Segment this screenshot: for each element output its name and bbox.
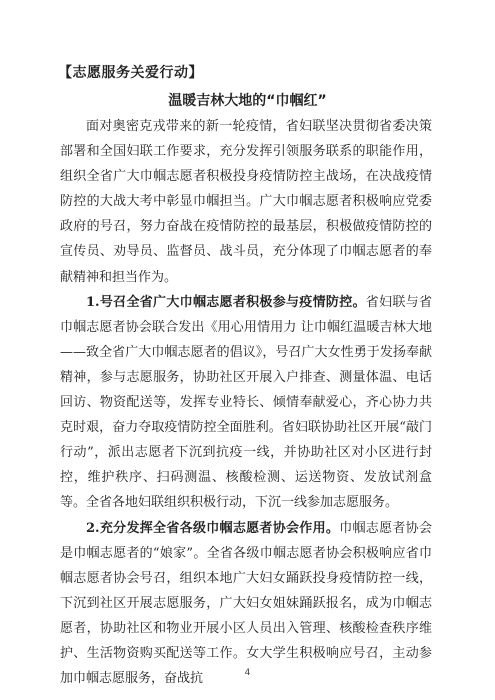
document-body bbox=[60, 114, 432, 691]
point-text-2: 巾帼志愿者协会是巾帼志愿者的“娘家”。全省各级巾帼志愿者协会积极响应省巾帼志愿者协会号召，组织本地广大妇女踊跃投身疫情防控一线，下沉到社区开展志愿服务，广大妇女姐妹踊跃报名，成为巾帼志愿者，协助社区和物业开展小区人员出入管理、核酸检查秩序维护、生活物资购买配送等工作。女大学生积极响应号召，主动参加巾帼志愿服务，奋战抗 bbox=[60, 520, 432, 687]
point-paragraph-1 bbox=[60, 290, 432, 516]
point-heading-2: 2.充分发挥全省各级巾帼志愿者协会作用。 bbox=[86, 520, 340, 536]
section-tag: 【志愿服务关爱行动】 bbox=[58, 65, 203, 81]
point-text-1: 省妇联与省巾帼志愿者协会联合发出《用心用情用力 让巾帼红温暖吉林大地——致全省广大巾帼志愿者的倡议》，号召广大女性勇于发扬奉献精神，参与志愿服务，协助社区开展入户排查、测量体温、电话回访、物资配送等，发挥专业特长、倾情奉献爱心，齐心协力共克时艰，奋力夺取疫情防控全面胜利。省妇联协助社区开展“敲门行动”，派出志愿者下沉到抗疫一线，并协助社区对小区进行封控，维护秩序、扫码测温、核酸检测、运送物资、发放试剂盒等。全省各地妇联组织积极行动，下沉一线参加志愿服务。 bbox=[60, 294, 432, 511]
point-heading-1: 1.号召全省广大巾帼志愿者积极参与疫情防控。 bbox=[86, 294, 366, 310]
document-title: 温暖吉林大地的“巾帼红” bbox=[168, 93, 327, 109]
page-number: 4 bbox=[244, 668, 251, 678]
intro-paragraph: 面对奥密克戎带来的新一轮疫情，省妇联坚决贯彻省委决策部署和全国妇联工作要求，充分发挥引领服务联系的职能作用，组织全省广大巾帼志愿者积极投身疫情防控主战场，在决战疫情防控的大战大考中彰显巾帼担当。广大巾帼志愿者积极响应党委政府的号召，努力奋战在疫情防控的最基层，积极做疫情防控的宣传员、劝导员、监督员、战斗员，充分体现了巾帼志愿者的奉献精神和担当作为。 bbox=[60, 119, 432, 285]
point-paragraph-2 bbox=[60, 516, 432, 692]
